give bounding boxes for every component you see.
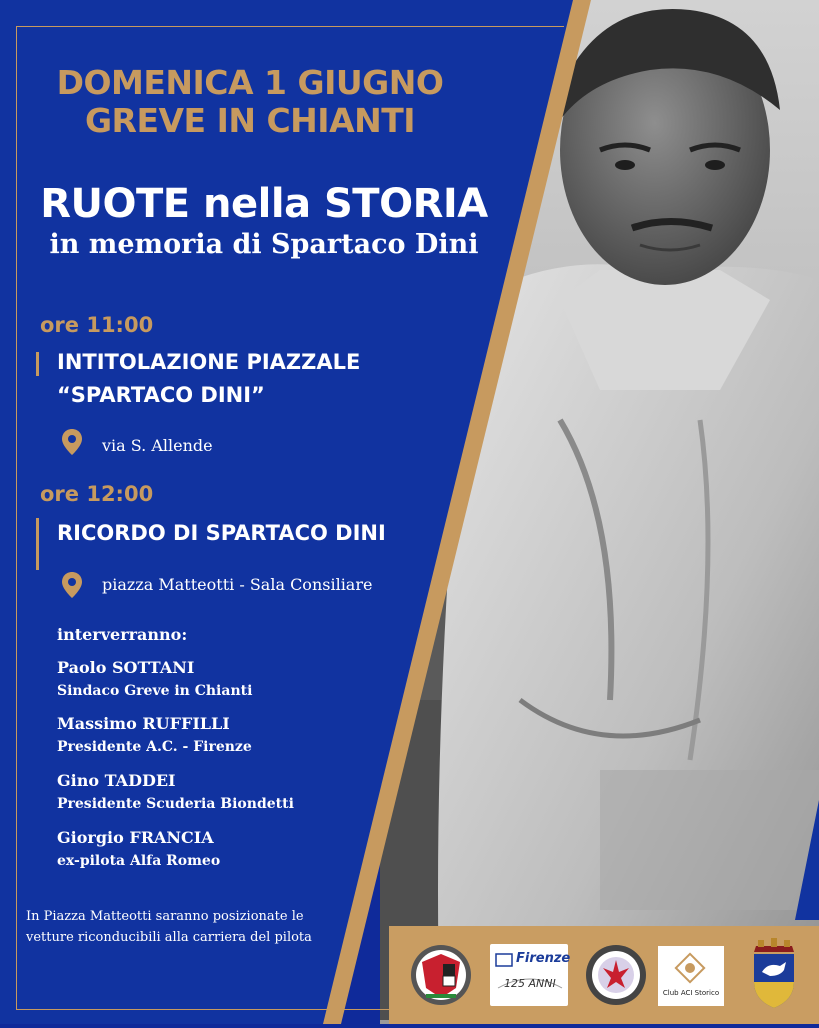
event-title: RUOTE nella STORIA (40, 181, 488, 227)
event2-title: RICORDO DI SPARTACO DINI (57, 521, 386, 545)
speaker-name: Giorgio FRANCIA (57, 828, 214, 847)
speaker-role: Sindaco Greve in Chianti (57, 683, 253, 699)
speaker-name: Massimo RUFFILLI (57, 714, 230, 733)
event-subtitle: in memoria di Spartaco Dini (49, 229, 479, 260)
event1-title-line2: “SPARTACO DINI” (57, 383, 265, 407)
footer-note (26, 906, 366, 948)
event2-time: ore 12:00 (40, 482, 154, 506)
footer-line1: In Piazza Matteotti saranno posizionate le (26, 909, 304, 924)
event-date: DOMENICA 1 GIUGNO (56, 63, 444, 102)
aci-firenze-125-logo (490, 944, 571, 1006)
speaker-name: Paolo SOTTANI (57, 658, 195, 677)
florence-lily-logo (585, 944, 647, 1006)
club-aci-storico-logo (658, 946, 724, 1006)
location-pin-icon (61, 571, 83, 599)
event2-location: piazza Matteotti - Sala Consiliare (102, 575, 373, 594)
event-place: GREVE IN CHIANTI (84, 101, 416, 140)
speakers-heading: interverranno: (57, 625, 188, 644)
speaker-role: Presidente Scuderia Biondetti (57, 796, 294, 812)
event1-title-line1: INTITOLAZIONE PIAZZALE (57, 350, 361, 374)
gear-crest-logo (410, 944, 472, 1006)
event1-time: ore 11:00 (40, 313, 154, 337)
speaker-role: ex-pilota Alfa Romeo (57, 853, 221, 869)
firenze-logo-sub: 125 ANNI (504, 977, 556, 990)
event1-location: via S. Allende (102, 436, 213, 455)
footer-line2: vetture riconducibili alla carriera del pilota (26, 930, 312, 945)
speaker-role: Presidente A.C. - Firenze (57, 739, 252, 755)
firenze-logo-title: Firenze (516, 951, 571, 966)
event2-bar (36, 518, 39, 570)
speaker-name: Gino TADDEI (57, 771, 176, 790)
municipal-crest-logo (750, 938, 798, 1010)
location-pin-icon (61, 428, 83, 456)
event1-bar (36, 352, 39, 376)
club-aci-label: Club ACI Storico (662, 989, 720, 997)
